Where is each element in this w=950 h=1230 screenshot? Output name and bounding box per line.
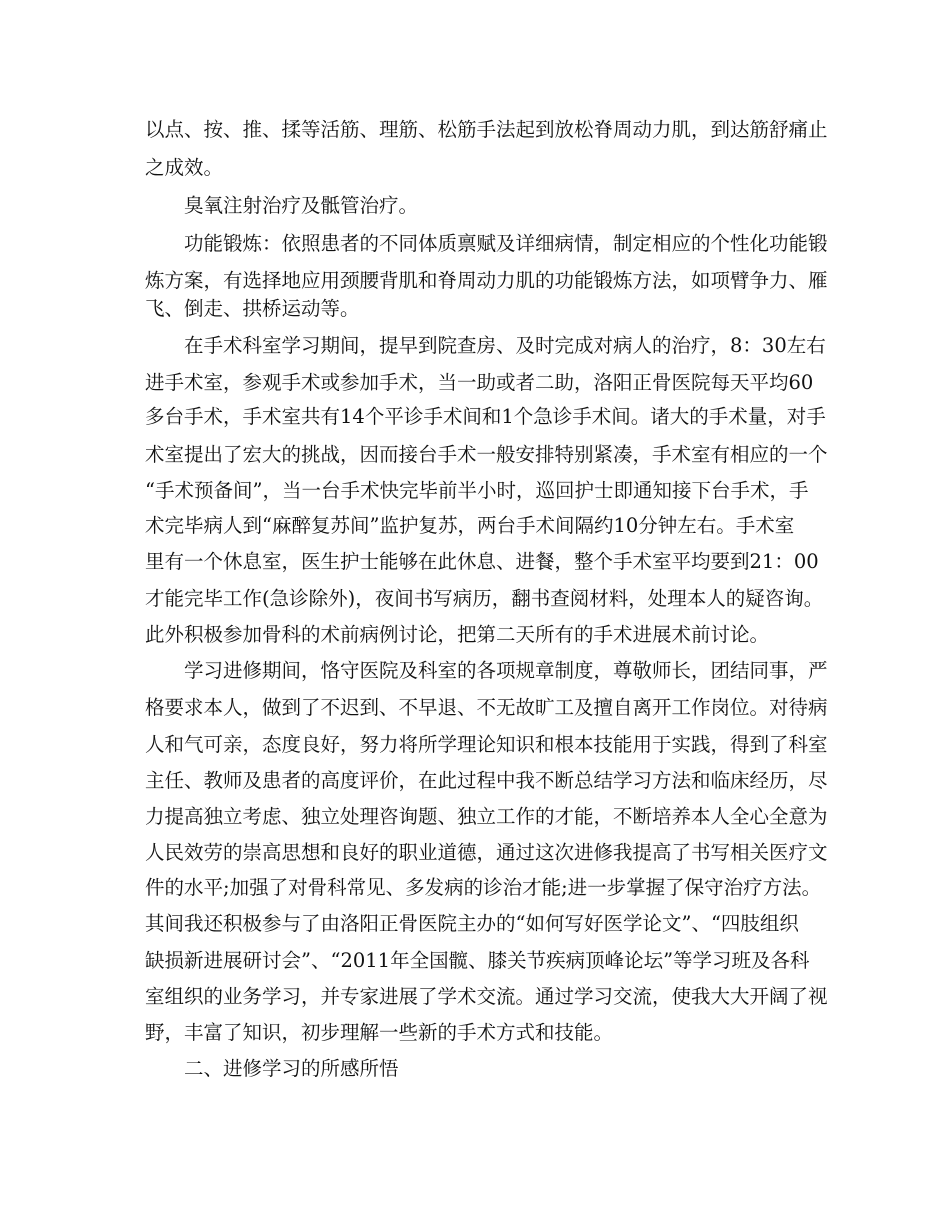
text-line: 之成效。 bbox=[145, 156, 224, 179]
text-line: 飞、倒走、拱桥运动等。 bbox=[145, 297, 360, 320]
text-line: 多台手术，手术室共有14个平诊手术间和1个急诊手术间。诸大的手术量，对手 bbox=[145, 405, 826, 428]
text-line: 件的水平;加强了对骨科常见、多发病的诊治才能;进一步掌握了保守治疗方法。 bbox=[145, 876, 822, 899]
text-line: 人民效劳的崇高思想和良好的职业道德，通过这次进修我提高了书写相关医疗文 bbox=[145, 841, 828, 864]
text-line: 以点、按、推、揉等活筋、理筋、松筋手法起到放松脊周动力肌，到达筋舒痛止 bbox=[145, 118, 828, 141]
text-line: “手术预备间”，当一台手术快完毕前半小时，巡回护士即通知接下台手术，手 bbox=[145, 479, 809, 502]
text-line: 术室提出了宏大的挑战，因而接台手术一般安排特别紧凑，手术室有相应的一个 bbox=[145, 443, 828, 466]
text-line: 学习进修期间，恪守医院及科室的各项规章制度，尊敬师长，团结同事，严 bbox=[184, 659, 828, 682]
text-line: 功能锻炼：依照患者的不同体质禀赋及详细病情，制定相应的个性化功能锻 bbox=[184, 232, 828, 255]
text-line: 主任、教师及患者的高度评价，在此过程中我不断总结学习方法和临床经历，尽 bbox=[145, 769, 828, 792]
text-line: 炼方案，有选择地应用颈腰背肌和脊周动力肌的功能锻炼方法，如项臂争力、雁 bbox=[145, 269, 828, 292]
text-line: 进手术室，参观手术或参加手术，当一助或者二助，洛阳正骨医院每天平均60 bbox=[145, 371, 814, 394]
text-line: 里有一个休息室，医生护士能够在此休息、进餐，整个手术室平均要到21：00 bbox=[145, 550, 819, 573]
text-line: 其间我还积极参与了由洛阳正骨医院主办的“如何写好医学论文”、“四肢组织 bbox=[145, 912, 799, 935]
text-line: 缺损新进展研讨会”、“2011年全国髋、膝关节疾病顶峰论坛”等学习班及各科 bbox=[145, 949, 810, 972]
text-line: 在手术科室学习期间，提早到院查房、及时完成对病人的治疗，8：30左右 bbox=[184, 334, 826, 357]
text-line: 人和气可亲，态度良好，努力将所学理论知识和根本技能用于实践，得到了科室 bbox=[145, 733, 828, 756]
text-line: 才能完毕工作(急诊除外)，夜间书写病历，翻书查阅材料，处理本人的疑咨询。 bbox=[145, 587, 824, 610]
text-line: 室组织的业务学习，并专家进展了学术交流。通过学习交流，使我大大开阔了视 bbox=[145, 985, 828, 1008]
text-line: 野，丰富了知识，初步理解一些新的手术方式和技能。 bbox=[145, 1021, 614, 1044]
section-heading: 二、进修学习的所感所悟 bbox=[184, 1057, 399, 1080]
text-line: 臭氧注射治疗及骶管治疗。 bbox=[184, 194, 419, 217]
text-line: 术完毕病人到“麻醉复苏间”监护复苏，两台手术间隔约10分钟左右。手术室 bbox=[145, 514, 795, 537]
text-line: 力提高独立考虑、独立处理咨询题、独立工作的才能，不断培养本人全心全意为 bbox=[145, 805, 828, 828]
text-line: 格要求本人，做到了不迟到、不早退、不无故旷工及擅自离开工作岗位。对待病 bbox=[145, 696, 828, 719]
text-line: 此外积极参加骨科的术前病例讨论，把第二天所有的手术进展术前讨论。 bbox=[145, 623, 770, 646]
